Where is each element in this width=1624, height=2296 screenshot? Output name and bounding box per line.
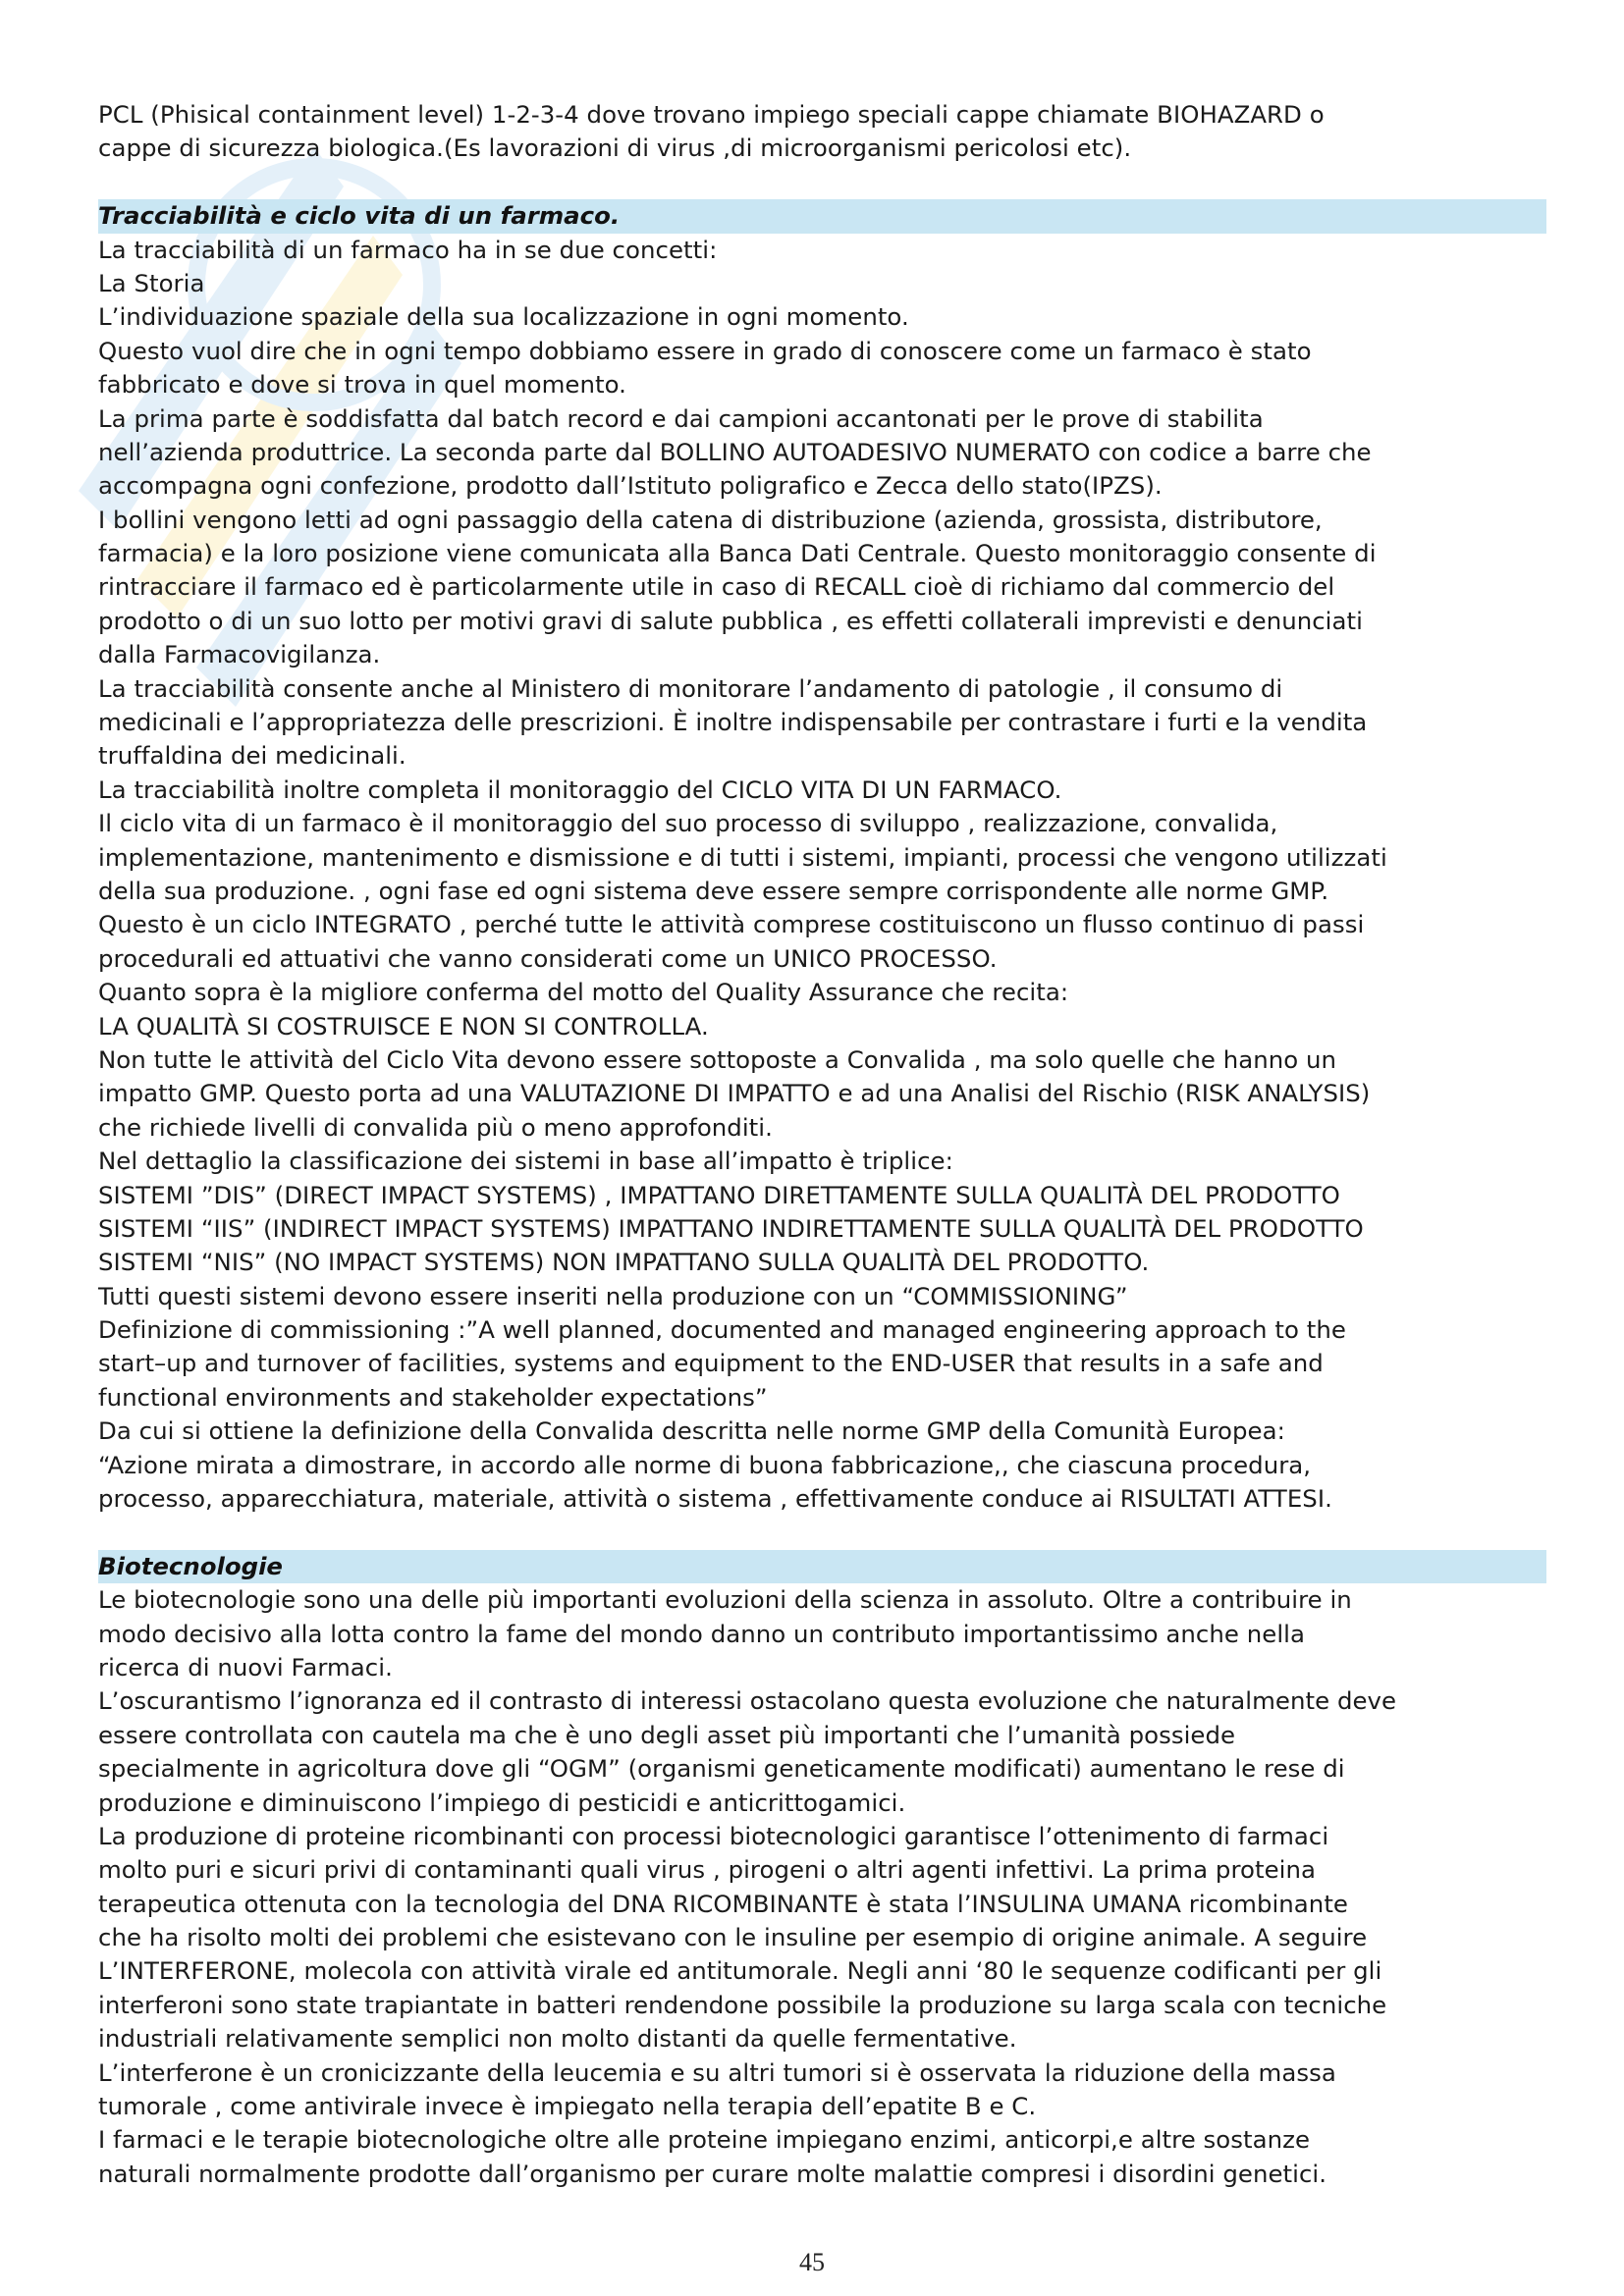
text-line: specialmente in agricoltura dove gli “OGM” (organismi geneticamente modificati) aumentano le rese di <box>98 1754 1345 1784</box>
text-line: della sua produzione. , ogni fase ed ogni sistema deve essere sempre corrispondente alle norme GMP. <box>98 876 1329 905</box>
text-line: La produzione di proteine ricombinanti con processi biotecnologici garantisce l’ottenimento di farmaci <box>98 1821 1329 1850</box>
text-line: La tracciabilità consente anche al Ministero di monitorare l’andamento di patologie , il consumo di <box>98 673 1283 703</box>
text-line: che ha risolto molti dei problemi che esistevano con le insuline per esempio di origine animale. A seguire <box>98 1923 1368 1952</box>
text-line: I farmaci e le terapie biotecnologiche oltre alle proteine impiegano enzimi, anticorpi,e altre sostanze <box>98 2125 1311 2155</box>
text-line: modo decisivo alla lotta contro la fame del mondo danno un contributo importantissimo anche nella <box>98 1619 1305 1648</box>
text-line: functional environments and stakeholder expectations” <box>98 1382 768 1412</box>
text-line: molto puri e sicuri privi di contaminanti quali virus , pirogeni o altri agenti infettivi. La prima proteina <box>98 1855 1316 1885</box>
paragraph-gap <box>98 1516 1546 1549</box>
text-line: ricerca di nuovi Farmaci. <box>98 1652 393 1682</box>
text-line: Quanto sopra è la migliore conferma del motto del Quality Assurance che recita: <box>98 978 1069 1007</box>
paragraph-gap <box>98 166 1546 199</box>
text-line: interferoni sono state trapiantate in batteri rendendone possibile la produzione su larga scala con tecniche <box>98 1990 1387 2019</box>
text-line: processo, apparecchiatura, materiale, attività o sistema , effettivamente conduce ai RISULTATI ATTESI. <box>98 1484 1332 1514</box>
text-line: start–up and turnover of facilities, systems and equipment to the END-USER that results in a safe and <box>98 1349 1324 1378</box>
text-line: La tracciabilità di un farmaco ha in se due concetti: <box>98 235 718 264</box>
text-line: dalla Farmacovigilanza. <box>98 640 381 669</box>
text-line: Questo vuol dire che in ogni tempo dobbiamo essere in grado di conoscere come un farmaco è stato <box>98 336 1312 365</box>
text-line: cappe di sicurezza biologica.(Es lavorazioni di virus ,di microorganismi pericolosi etc). <box>98 133 1132 163</box>
text-line: L’oscurantismo l’ignoranza ed il contrasto di interessi ostacolano questa evoluzione che naturalmente deve <box>98 1686 1397 1716</box>
text-line: Questo è un ciclo INTEGRATO , perché tutte le attività comprese costituiscono un flusso continuo di passi <box>98 910 1365 939</box>
text-line: procedurali ed attuativi che vanno considerati come un UNICO PROCESSO. <box>98 943 998 973</box>
text-line: La Storia <box>98 268 205 297</box>
text-line: medicinali e l’appropriatezza delle prescrizioni. È inoltre indispensabile per contrastare i furti e la vendita <box>98 708 1368 737</box>
text-line: Il ciclo vita di un farmaco è il monitoraggio del suo processo di sviluppo , realizzazione, convalida, <box>98 809 1278 838</box>
text-line: industriali relativamente semplici non molto distanti da quelle fermentative. <box>98 2024 1017 2054</box>
text-line: La tracciabilità inoltre completa il monitoraggio del CICLO VITA DI UN FARMACO. <box>98 774 1062 804</box>
text-line: prodotto o di un suo lotto per motivi gravi di salute pubblica , es effetti collaterali imprevisti e denunciati <box>98 606 1363 635</box>
text-line: farmacia) e la loro posizione viene comunicata alla Banca Dati Centrale. Questo monitoraggio consente di <box>98 539 1377 568</box>
text-line: produzione e diminuiscono l’impiego di pesticidi e anticrittogamici. <box>98 1788 906 1817</box>
text-line: nell’azienda produttrice. La seconda parte dal BOLLINO AUTOADESIVO NUMERATO con codice a barre che <box>98 437 1372 466</box>
text-line: Le biotecnologie sono una delle più importanti evoluzioni della scienza in assoluto. Oltre a contribuire in <box>98 1585 1352 1615</box>
text-line: I bollini vengono letti ad ogni passaggio della catena di distribuzione (azienda, grossista, distributore, <box>98 505 1323 534</box>
text-line: L’interferone è un cronicizzante della leucemia e su altri tumori si è osservata la riduzione della massa <box>98 2057 1336 2087</box>
text-line: PCL (Phisical containment level) 1-2-3-4 dove trovano impiego speciali cappe chiamate BIOHAZARD o <box>98 100 1325 129</box>
text-line: fabbricato e dove si trova in quel momento. <box>98 370 626 400</box>
text-line: L’INTERFERONE, molecola con attività virale ed antitumorale. Negli anni ‘80 le sequenze codificanti per gli <box>98 1956 1382 1986</box>
page-number: 45 <box>799 2248 825 2276</box>
text-line: accompagna ogni confezione, prodotto dall’Istituto poligrafico e Zecca dello stato(IPZS). <box>98 471 1163 501</box>
text-line: Nel dettaglio la classificazione dei sistemi in base all’impatto è triplice: <box>98 1147 953 1176</box>
text-line: LA QUALITÀ SI COSTRUISCE E NON SI CONTROLLA. <box>98 1011 709 1041</box>
text-line: SISTEMI “IIS” (INDIRECT IMPACT SYSTEMS) IMPATTANO INDIRETTAMENTE SULLA QUALITÀ DEL PRODOTTO <box>98 1213 1364 1243</box>
text-line: “Azione mirata a dimostrare, in accordo alle norme di buona fabbricazione,, che ciascuna procedura, <box>98 1450 1312 1479</box>
text-line: SISTEMI ”DIS” (DIRECT IMPACT SYSTEMS) , IMPATTANO DIRETTAMENTE SULLA QUALITÀ DEL PRODOTTO <box>98 1180 1340 1209</box>
section-heading-tracciabilita: Tracciabilità e ciclo vita di un farmaco. <box>98 199 1546 233</box>
text-line: La prima parte è soddisfatta dal batch record e dai campioni accantonati per le prove di stabilita <box>98 403 1264 433</box>
text-line: essere controllata con cautela ma che è uno degli asset più importanti che l’umanità possiede <box>98 1720 1236 1749</box>
text-line: L’individuazione spaziale della sua localizzazione in ogni momento. <box>98 302 909 332</box>
text-line: SISTEMI “NIS” (NO IMPACT SYSTEMS) NON IMPATTANO SULLA QUALITÀ DEL PRODOTTO. <box>98 1248 1150 1277</box>
text-line: Tutti questi sistemi devono essere inseriti nella produzione con un “COMMISSIONING” <box>98 1281 1128 1310</box>
page-content <box>98 98 1546 2191</box>
text-line: tumorale , come antivirale invece è impiegato nella terapia dell’epatite B e C. <box>98 2092 1037 2121</box>
text-line: rintracciare il farmaco ed è particolarmente utile in caso di RECALL cioè di richiamo dal commercio del <box>98 572 1335 602</box>
text-line: Non tutte le attività del Ciclo Vita devono essere sottoposte a Convalida , ma solo quelle che hanno un <box>98 1044 1337 1074</box>
text-line: che richiede livelli di convalida più o meno approfonditi. <box>98 1112 773 1142</box>
text-line: terapeutica ottenuta con la tecnologia del DNA RICOMBINANTE è stata l’INSULINA UMANA ricombinante <box>98 1889 1348 1918</box>
text-line: naturali normalmente prodotte dall’organismo per curare molte malattie compresi i disordini genetici. <box>98 2159 1327 2188</box>
text-line: impatto GMP. Questo porta ad una VALUTAZIONE DI IMPATTO e ad una Analisi del Rischio (RISK ANALYSIS) <box>98 1079 1371 1108</box>
text-line: truffaldina dei medicinali. <box>98 741 406 771</box>
text-line: Definizione di commissioning :”A well planned, documented and managed engineering approach to the <box>98 1315 1346 1345</box>
text-line: Da cui si ottiene la definizione della Convalida descritta nelle norme GMP della Comunità Europea: <box>98 1416 1285 1446</box>
section-heading-biotecnologie: Biotecnologie <box>98 1550 1546 1583</box>
text-line: implementazione, mantenimento e dismissione e di tutti i sistemi, impianti, processi che vengono utilizzati <box>98 842 1387 872</box>
